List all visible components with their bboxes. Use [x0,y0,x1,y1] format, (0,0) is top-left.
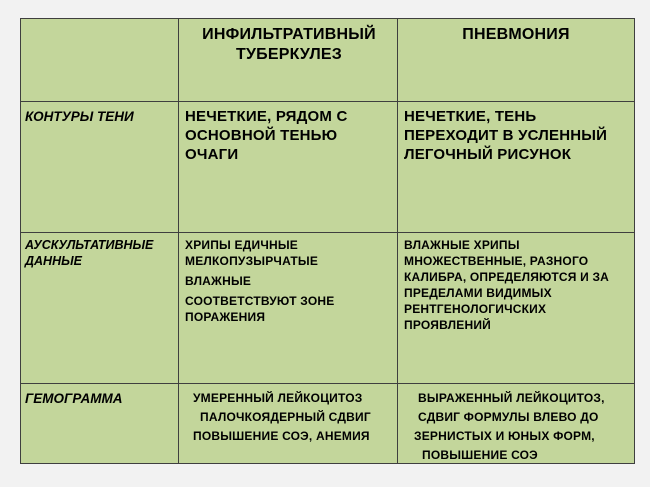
tb-shadow-contours: НЕЧЕТКИЕ, РЯДОМ С ОСНОВНОЙ ТЕНЬЮ ОЧАГИ [185,108,348,163]
column-divider [178,19,179,464]
pn-hemogram [414,390,629,463]
row-label-hemogram: ГЕМОГРАММА [25,391,123,406]
pn-hemogram-line: ЗЕРНИСТЫХ И ЮНЫХ ФОРМ, [414,429,595,443]
tb-hemogram-line: ПАЛОЧКОЯДЕРНЫЙ СДВИГ [200,410,371,424]
tb-hemogram-line: ПОВЫШЕНИЕ СОЭ, АНЕМИЯ [193,429,370,443]
tb-auscultation [185,237,375,325]
tb-auscultation-line: ВЛАЖНЫЕ [185,274,252,288]
pn-hemogram-line: ПОВЫШЕНИЕ СОЭ [422,448,538,462]
pn-hemogram-line: ВЫРАЖЕННЫЙ ЛЕЙКОЦИТОЗ, [418,391,605,405]
row-divider [21,232,634,233]
row-divider [21,101,634,102]
pn-auscultation: ВЛАЖНЫЕ ХРИПЫ МНОЖЕСТВЕННЫЕ, РАЗНОГО КАЛИБРА, ОПРЕДЕЛЯЮТСЯ И ЗА ПРЕДЕЛАМИ ВИДИМЫХ РЕНТГЕНОЛОГИЧСКИХ ПРОЯВЛЕНИЙ [404,238,610,332]
row-label-shadow-contours: КОНТУРЫ ТЕНИ [25,109,134,124]
tb-auscultation-line: ХРИПЫ ЕДИЧНЫЕ МЕЛКОПУЗЫРЧАТЫЕ [185,238,319,268]
header-pneumonia: ПНЕВМОНИЯ [462,26,570,43]
row-label-auscultation: АУСКУЛЬТАТИВНЫЕ ДАННЫЕ [25,238,154,268]
column-divider [397,19,398,464]
comparison-table [20,18,635,464]
pn-shadow-contours: НЕЧЕТКИЕ, ТЕНЬ ПЕРЕХОДИТ В УСЛЕННЫЙ ЛЕГОЧНЫЙ РИСУНОК [404,108,608,163]
row-divider [21,383,634,384]
pn-hemogram-line: СДВИГ ФОРМУЛЫ ВЛЕВО ДО [418,410,599,424]
tb-hemogram-line: УМЕРЕННЫЙ ЛЕЙКОЦИТОЗ [193,391,363,405]
tb-hemogram [193,390,393,444]
tb-auscultation-line: СООТВЕТСТВУЮТ ЗОНЕ ПОРАЖЕНИЯ [185,294,335,324]
header-empty-cell [21,19,178,101]
header-tuberculosis: ИНФИЛЬТРАТИВНЫЙ ТУБЕРКУЛЕЗ [202,26,376,63]
